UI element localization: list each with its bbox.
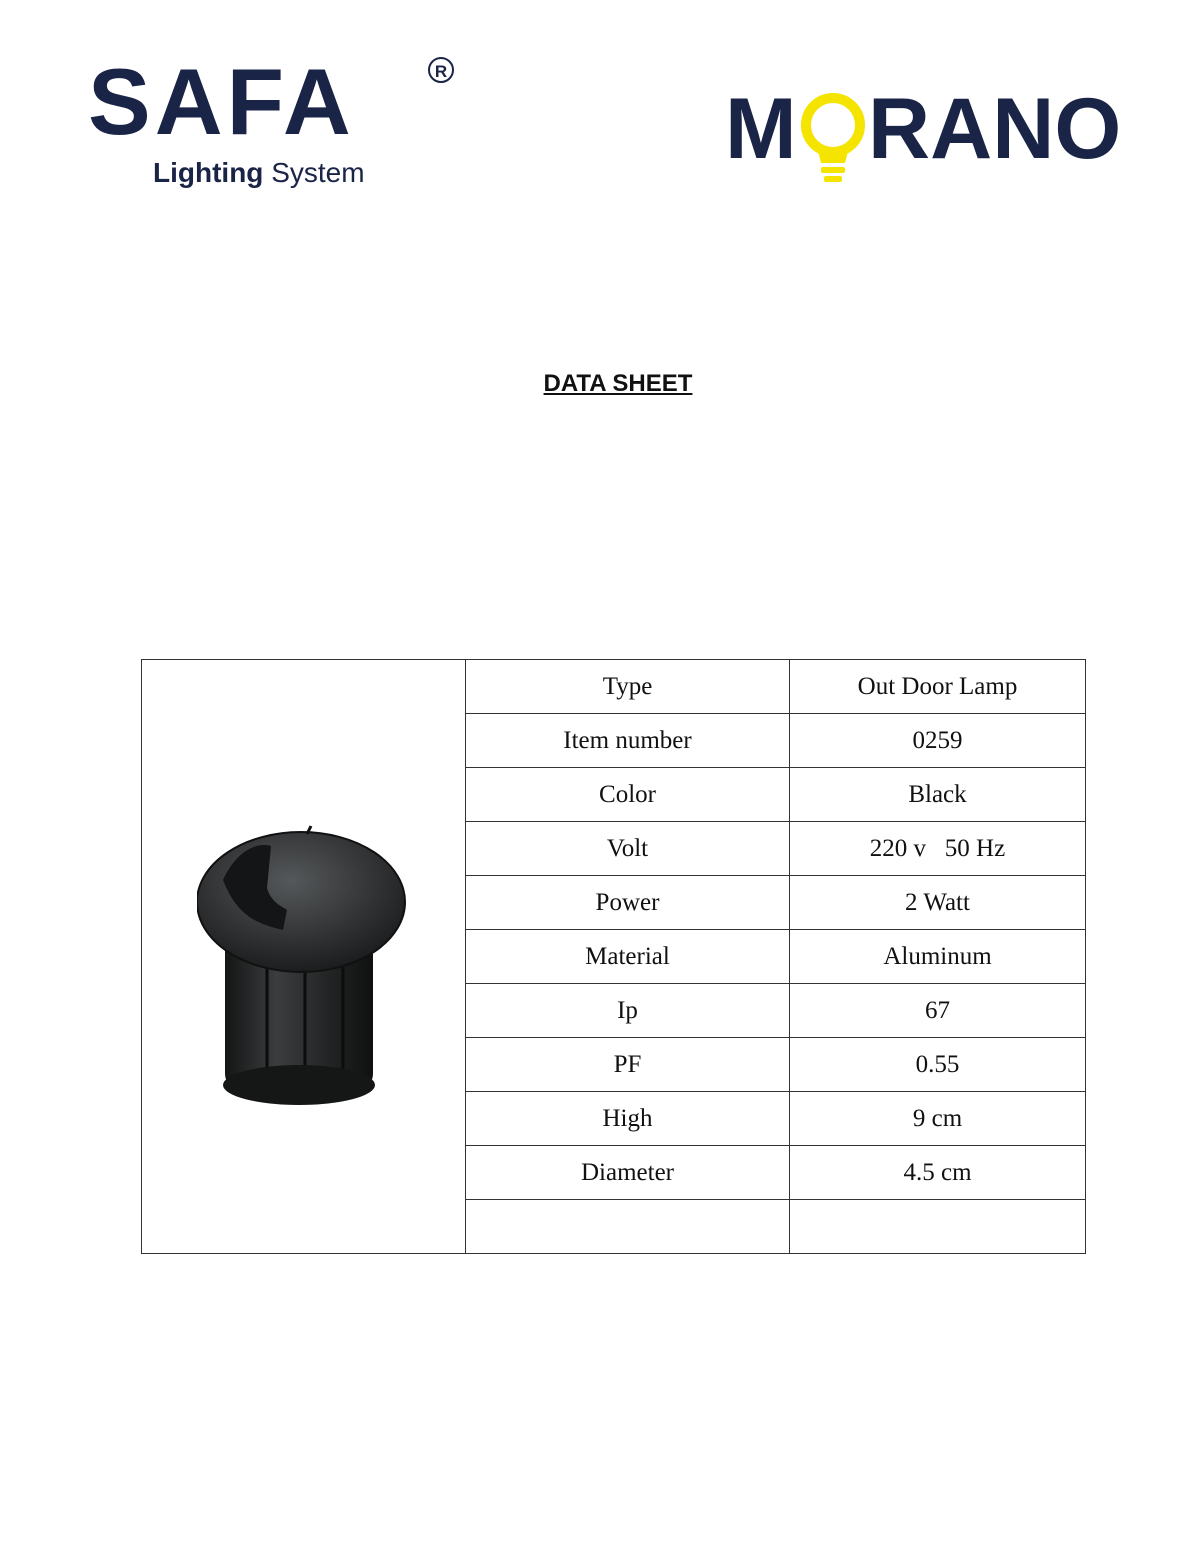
safa-tagline-bold: Lighting bbox=[153, 157, 264, 188]
spec-label: Diameter bbox=[466, 1146, 790, 1200]
spec-value: 67 bbox=[790, 984, 1086, 1038]
registered-mark: R bbox=[428, 57, 454, 83]
page-title bbox=[0, 370, 1200, 398]
spec-label: Item number bbox=[466, 714, 790, 768]
spec-label: PF bbox=[466, 1038, 790, 1092]
spec-value: Black bbox=[790, 768, 1086, 822]
lightbulb-icon bbox=[806, 98, 860, 182]
spec-label: Color bbox=[466, 768, 790, 822]
spec-label: Ip bbox=[466, 984, 790, 1038]
product-image-cell bbox=[142, 660, 466, 1254]
spec-value bbox=[790, 1200, 1086, 1254]
spec-label: Type bbox=[466, 660, 790, 714]
spec-value: 9 cm bbox=[790, 1092, 1086, 1146]
spec-value: 0.55 bbox=[790, 1038, 1086, 1092]
spec-value: Aluminum bbox=[790, 930, 1086, 984]
spec-value: 2 Watt bbox=[790, 876, 1086, 930]
spec-value: Out Door Lamp bbox=[790, 660, 1086, 714]
spec-row bbox=[142, 660, 1086, 714]
spec-label: High bbox=[466, 1092, 790, 1146]
svg-text:M: M bbox=[725, 85, 797, 177]
svg-text:RANO: RANO bbox=[868, 85, 1122, 177]
morano-logo-graphic bbox=[725, 85, 1135, 195]
recessed-outdoor-lamp-icon bbox=[197, 820, 412, 1120]
spec-label bbox=[466, 1200, 790, 1254]
spec-value: 0259 bbox=[790, 714, 1086, 768]
spec-label: Power bbox=[466, 876, 790, 930]
spec-label: Volt bbox=[466, 822, 790, 876]
spec-label: Material bbox=[466, 930, 790, 984]
spec-table-body bbox=[142, 660, 1086, 1254]
spec-table bbox=[141, 659, 1086, 1254]
spec-value: 4.5 cm bbox=[790, 1146, 1086, 1200]
morano-logo bbox=[725, 85, 1135, 195]
page-title-text: DATA SHEET bbox=[543, 370, 693, 397]
safa-tagline-rest: System bbox=[271, 157, 365, 188]
safa-logo bbox=[88, 49, 468, 195]
safa-logo-word: SAFA bbox=[88, 49, 355, 154]
safa-tagline bbox=[153, 157, 365, 189]
spec-value: 220 v 50 Hz bbox=[790, 822, 1086, 876]
